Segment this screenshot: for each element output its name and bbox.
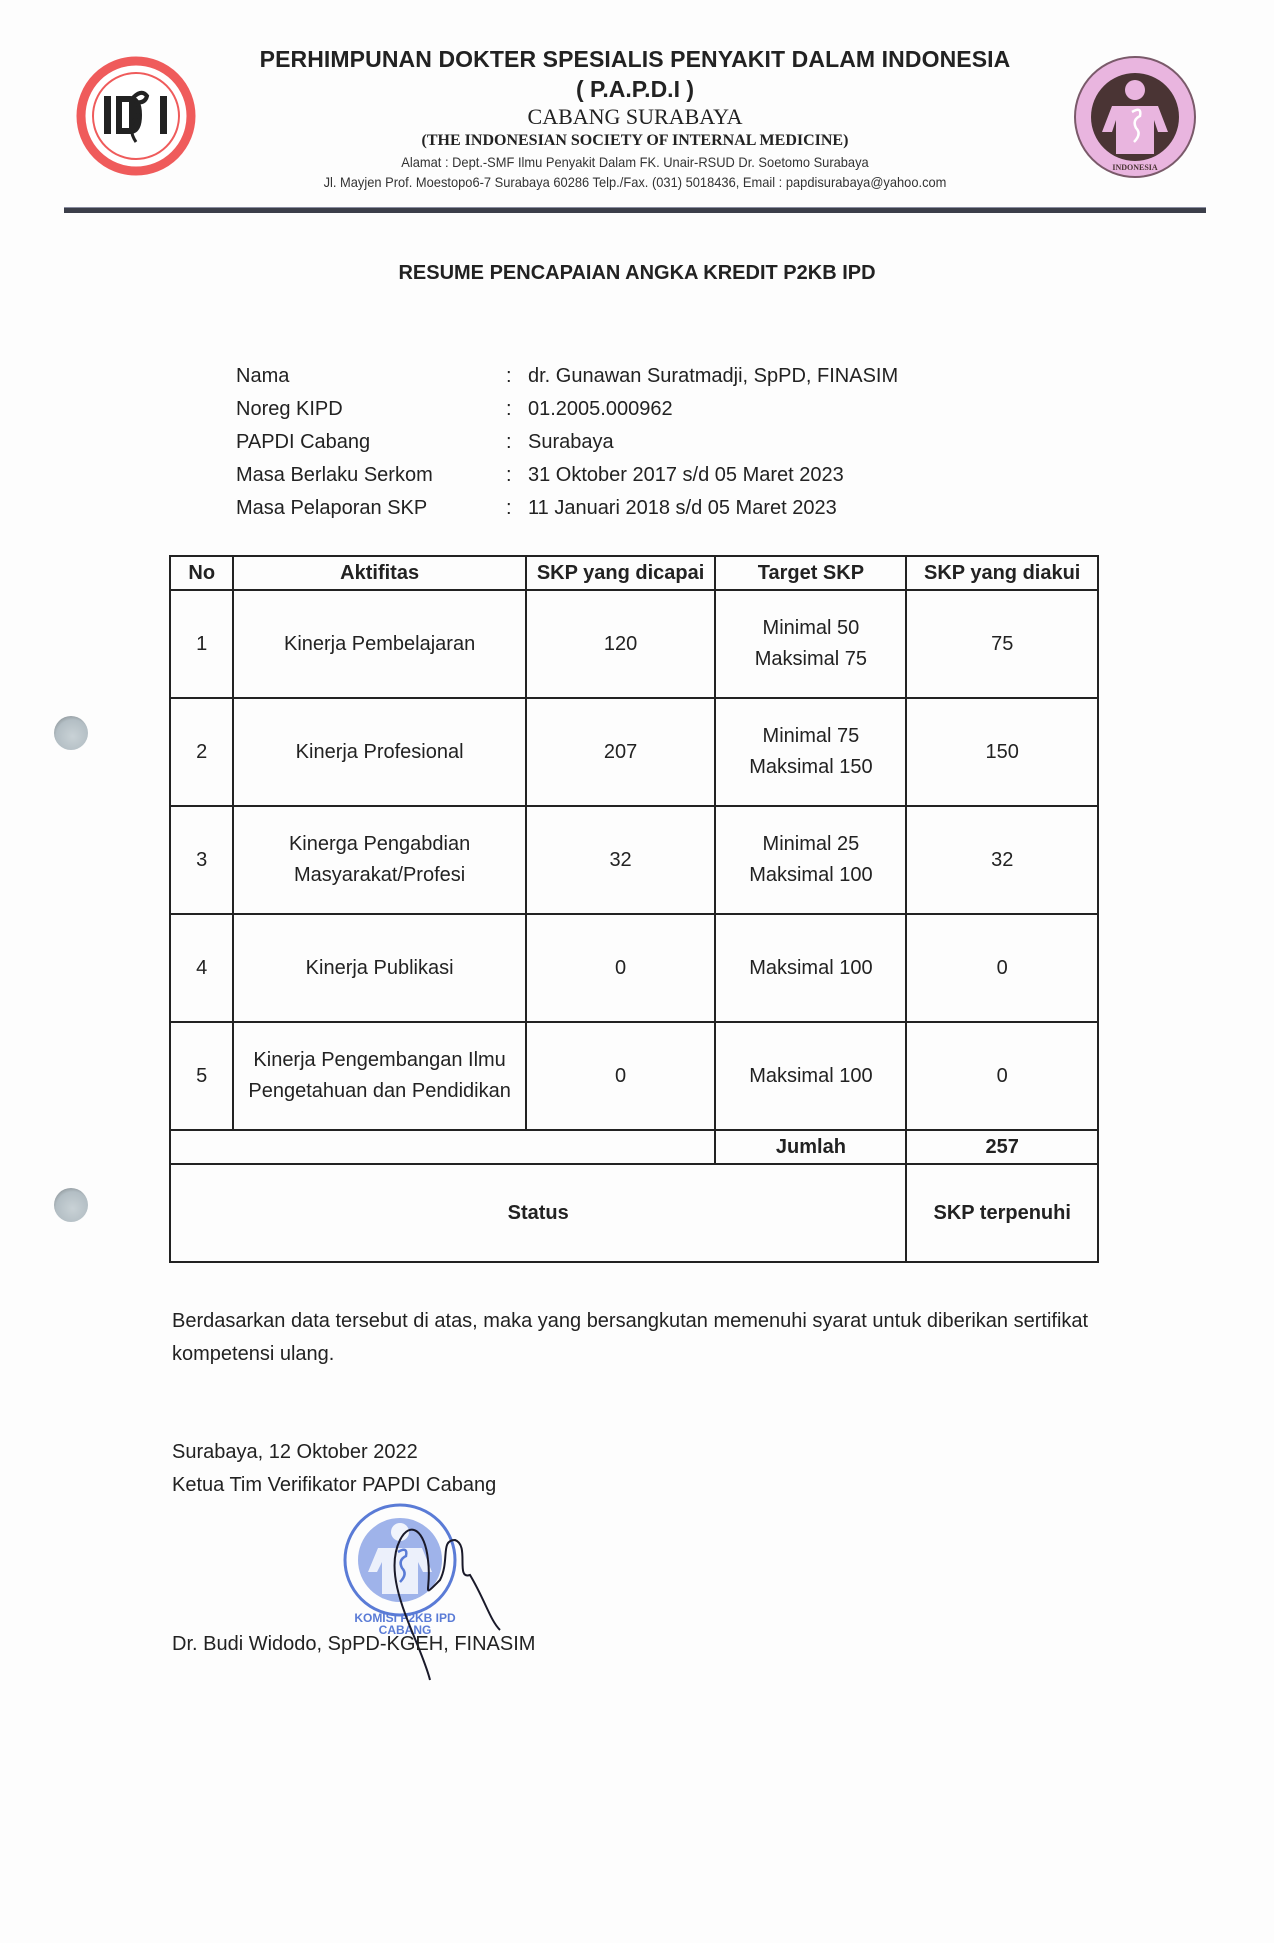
cell-target <box>715 1022 906 1130</box>
table-row <box>170 806 1098 914</box>
cell-no: 3 <box>170 806 233 914</box>
identity-value: dr. Gunawan Suratmadji, SpPD, FINASIM <box>528 365 899 387</box>
identity-label: Noreg KIPD <box>236 398 343 420</box>
signature-block <box>172 1436 496 1502</box>
cell-no: 4 <box>170 914 233 1022</box>
table-row <box>170 914 1098 1022</box>
table-row <box>170 698 1098 806</box>
identity-label: Masa Pelaporan SKP <box>236 497 428 519</box>
cell-no: 2 <box>170 698 233 806</box>
identity-separator: : <box>506 365 512 387</box>
stamp-line-2: CABANG <box>378 1623 432 1637</box>
skp-table <box>169 555 1099 1263</box>
place-date: Surabaya, 12 Oktober 2022 <box>172 1441 418 1463</box>
target-max: Maksimal 100 <box>749 864 873 886</box>
column-header-target: Target SKP <box>715 556 906 590</box>
cell-target <box>715 914 906 1022</box>
signer-name: Dr. Budi Widodo, SpPD-KGEH, FINASIM <box>172 1633 536 1655</box>
cell-recognized: 0 <box>906 914 1098 1022</box>
cell-achieved: 0 <box>526 1022 716 1130</box>
target-min: Minimal 75 <box>762 725 860 747</box>
cell-achieved: 0 <box>526 914 716 1022</box>
identity-row-skp-period <box>236 492 898 525</box>
cell-activity: Kinerja Pengembangan Ilmu Pengetahuan dan Pendidikan <box>233 1022 525 1130</box>
total-spacer <box>170 1130 715 1164</box>
status-row <box>170 1164 1098 1262</box>
cell-recognized: 0 <box>906 1022 1098 1130</box>
target-min: Minimal 25 <box>762 833 860 855</box>
organization-name: PERHIMPUNAN DOKTER SPESIALIS PENYAKIT DALAM INDONESIA <box>259 46 1011 72</box>
identity-row-noreg <box>236 393 898 426</box>
target-max: Maksimal 150 <box>749 756 873 778</box>
handwritten-signature-icon <box>350 1520 510 1690</box>
branch-name: CABANG SURABAYA <box>527 104 743 129</box>
organization-abbreviation: ( P.A.P.D.I ) <box>575 76 695 102</box>
target-max: Maksimal 100 <box>749 956 873 979</box>
identity-separator: : <box>506 431 512 453</box>
cell-recognized: 32 <box>906 806 1098 914</box>
svg-text:INDONESIA: INDONESIA <box>1112 163 1158 172</box>
identity-row-name <box>236 360 898 393</box>
cell-activity: Kinerja Pembelajaran <box>233 590 525 698</box>
target-max: Maksimal 75 <box>754 648 868 670</box>
closing-statement: Berdasarkan data tersebut di atas, maka yang bersangkutan memenuhi syarat untuk diberikan sertifikat kompetensi ulang. <box>172 1310 1089 1365</box>
punch-hole <box>54 716 88 750</box>
column-header-activity: Aktifitas <box>233 556 525 590</box>
identity-value: Surabaya <box>528 431 614 453</box>
identity-value: 11 Januari 2018 s/d 05 Maret 2023 <box>528 497 837 519</box>
identity-label: PAPDI Cabang <box>236 431 371 453</box>
address-line-1: Alamat : Dept.-SMF Ilmu Penyakit Dalam FK. Unair-RSUD Dr. Soetomo Surabaya <box>401 154 869 170</box>
cell-no: 1 <box>170 590 233 698</box>
identity-separator: : <box>506 398 512 420</box>
letterhead-divider <box>64 207 1206 213</box>
identity-block <box>236 360 898 525</box>
papdi-logo-icon <box>1072 54 1198 180</box>
column-header-recognized: SKP yang diakui <box>906 556 1098 590</box>
cell-activity: Kinerja Publikasi <box>233 914 525 1022</box>
total-value: 257 <box>906 1130 1098 1164</box>
signer-role: Ketua Tim Verifikator PAPDI Cabang <box>172 1474 497 1496</box>
status-label: Status <box>170 1164 906 1262</box>
identity-value: 01.2005.000962 <box>528 398 673 420</box>
document-title: RESUME PENCAPAIAN ANGKA KREDIT P2KB IPD <box>398 262 876 284</box>
status-value: SKP terpenuhi <box>906 1164 1098 1262</box>
column-header-no: No <box>170 556 233 590</box>
cell-no: 5 <box>170 1022 233 1130</box>
identity-value: 31 Oktober 2017 s/d 05 Maret 2023 <box>528 464 844 486</box>
address-line-2: Jl. Mayjen Prof. Moestopo6-7 Surabaya 60286 Telp./Fax. (031) 5018436, Email : papdisurabaya@yahoo.com <box>323 174 947 190</box>
target-min: Minimal 50 <box>762 617 860 639</box>
english-name: (THE INDONESIAN SOCIETY OF INTERNAL MEDICINE) <box>421 132 849 149</box>
table-row <box>170 590 1098 698</box>
total-row <box>170 1130 1098 1164</box>
idi-logo-icon <box>76 56 196 176</box>
identity-separator: : <box>506 464 512 486</box>
stamp-line-1: KOMISI P2KB IPD <box>354 1611 456 1625</box>
cell-activity: Kinerja Profesional <box>233 698 525 806</box>
identity-label: Masa Berlaku Serkom <box>236 464 433 486</box>
table-header-row <box>170 556 1098 590</box>
identity-separator: : <box>506 497 512 519</box>
cell-target <box>715 590 906 698</box>
cell-achieved: 32 <box>526 806 716 914</box>
table-row <box>170 1022 1098 1130</box>
identity-row-branch <box>236 426 898 459</box>
cell-recognized: 75 <box>906 590 1098 698</box>
cell-recognized: 150 <box>906 698 1098 806</box>
cell-achieved: 207 <box>526 698 716 806</box>
cell-achieved: 120 <box>526 590 716 698</box>
identity-label: Nama <box>236 365 290 387</box>
punch-hole <box>54 1188 88 1222</box>
target-max: Maksimal 100 <box>749 1064 873 1087</box>
column-header-achieved: SKP yang dicapai <box>526 556 716 590</box>
cell-target <box>715 698 906 806</box>
cell-activity: Kinerga Pengabdian Masyarakat/Profesi <box>233 806 525 914</box>
cell-target <box>715 806 906 914</box>
identity-row-serkom-period <box>236 459 898 492</box>
total-label: Jumlah <box>715 1130 906 1164</box>
